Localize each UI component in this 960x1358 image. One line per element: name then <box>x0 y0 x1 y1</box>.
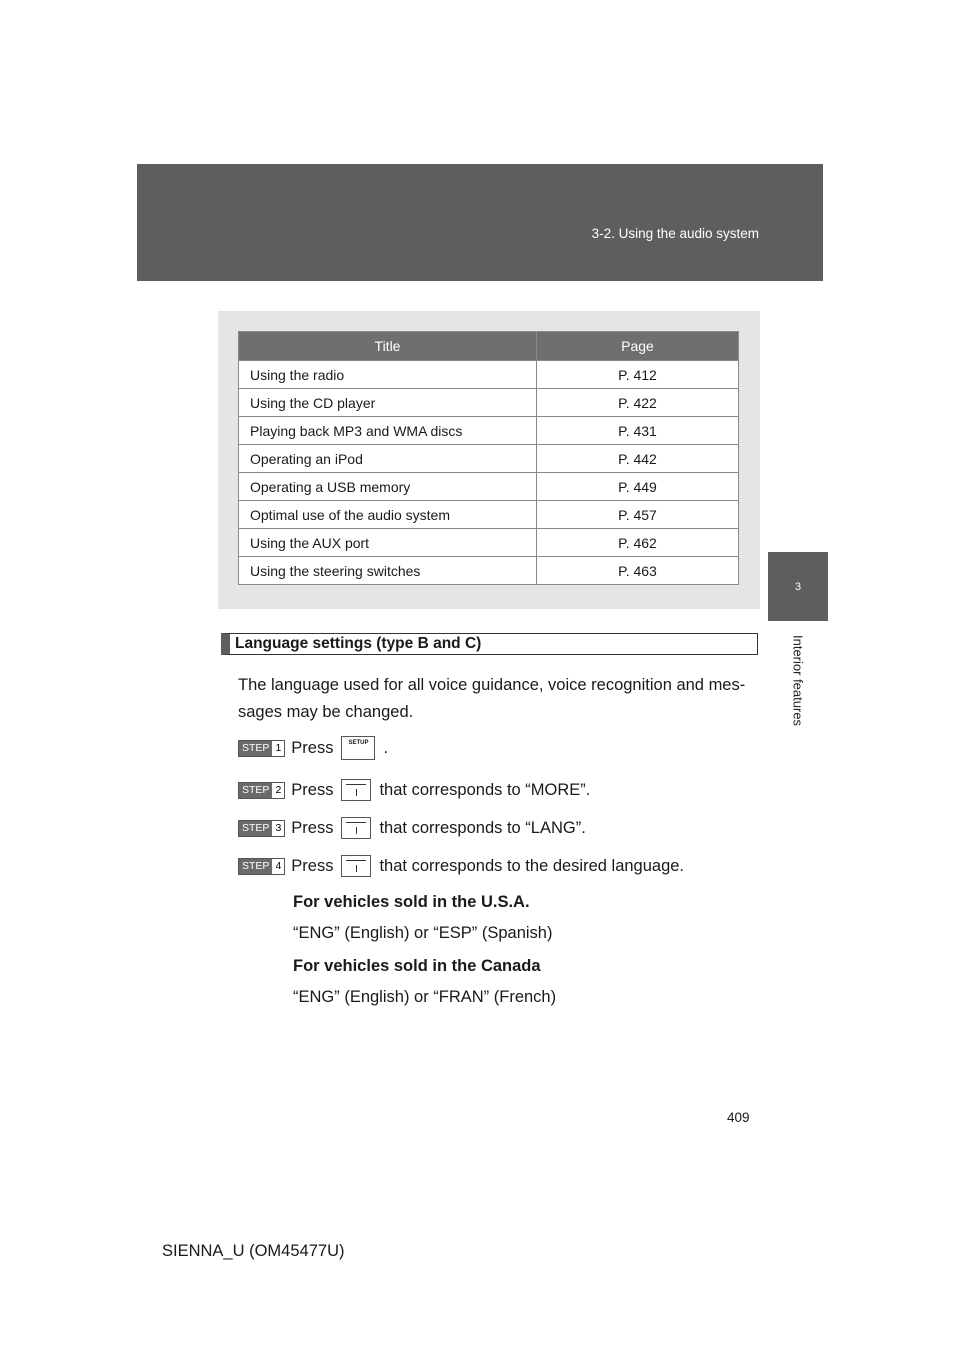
table-header-row <box>239 332 739 361</box>
step-press-text: Press <box>291 738 334 757</box>
toc-table <box>238 331 739 585</box>
row-page: P. 449 <box>537 473 739 501</box>
toc-panel <box>218 311 760 609</box>
chapter-tab <box>768 552 828 621</box>
row-title: Optimal use of the audio system <box>239 501 537 529</box>
header-band <box>137 164 823 281</box>
row-page: P. 457 <box>537 501 739 529</box>
step-press-text: Press <box>291 818 334 837</box>
row-page: P. 463 <box>537 557 739 585</box>
table-row <box>239 529 739 557</box>
setup-button-icon: SETUP <box>341 736 375 760</box>
table-row <box>239 501 739 529</box>
step-badge: STEP 3 <box>238 820 285 837</box>
section-title: 3-2. Using the audio system <box>591 226 759 241</box>
step-badge: STEP 2 <box>238 782 285 799</box>
step-2 <box>238 779 590 801</box>
step-4 <box>238 855 684 877</box>
page-number: 409 <box>727 1110 750 1125</box>
table-row <box>239 473 739 501</box>
row-title: Using the radio <box>239 361 537 389</box>
step-1 <box>238 737 388 759</box>
step-after-text: that corresponds to “MORE”. <box>379 780 591 799</box>
row-title: Using the CD player <box>239 389 537 417</box>
step-badge: STEP 4 <box>238 858 285 875</box>
row-title: Playing back MP3 and WMA discs <box>239 417 537 445</box>
step-after-text: that corresponds to “LANG”. <box>379 818 586 837</box>
step-after-text: that corresponds to the desired language. <box>379 856 685 875</box>
chapter-number: 3 <box>794 580 802 593</box>
note-text-canada: “ENG” (English) or “FRAN” (French) <box>293 988 557 1006</box>
row-page: P. 442 <box>537 445 739 473</box>
soft-key-icon <box>341 779 371 801</box>
chapter-title: Interior features <box>790 635 806 727</box>
table-row <box>239 389 739 417</box>
column-header-page: Page <box>537 332 739 361</box>
row-title: Operating a USB memory <box>239 473 537 501</box>
table-row <box>239 417 739 445</box>
step-badge: STEP 1 <box>238 740 285 757</box>
step-after-text: . <box>383 738 389 757</box>
step-press-text: Press <box>291 780 334 799</box>
soft-key-icon <box>341 817 371 839</box>
row-title: Using the steering switches <box>239 557 537 585</box>
intro-paragraph: The language used for all voice guidance, voice recognition and mes-sages may be changed. <box>238 676 746 721</box>
section-heading: Language settings (type B and C) <box>221 633 758 655</box>
table-row <box>239 361 739 389</box>
table-row <box>239 445 739 473</box>
row-page: P. 431 <box>537 417 739 445</box>
row-title: Using the AUX port <box>239 529 537 557</box>
note-heading-canada: For vehicles sold in the Canada <box>293 957 541 975</box>
row-page: P. 422 <box>537 389 739 417</box>
table-row <box>239 557 739 585</box>
note-text-usa: “ENG” (English) or “ESP” (Spanish) <box>293 924 553 942</box>
row-page: P. 412 <box>537 361 739 389</box>
column-header-title: Title <box>239 332 537 361</box>
document-code: SIENNA_U (OM45477U) <box>162 1242 345 1260</box>
row-title: Operating an iPod <box>239 445 537 473</box>
row-page: P. 462 <box>537 529 739 557</box>
step-press-text: Press <box>291 856 334 875</box>
soft-key-icon <box>341 855 371 877</box>
note-heading-usa: For vehicles sold in the U.S.A. <box>293 893 530 911</box>
step-3 <box>238 817 586 839</box>
